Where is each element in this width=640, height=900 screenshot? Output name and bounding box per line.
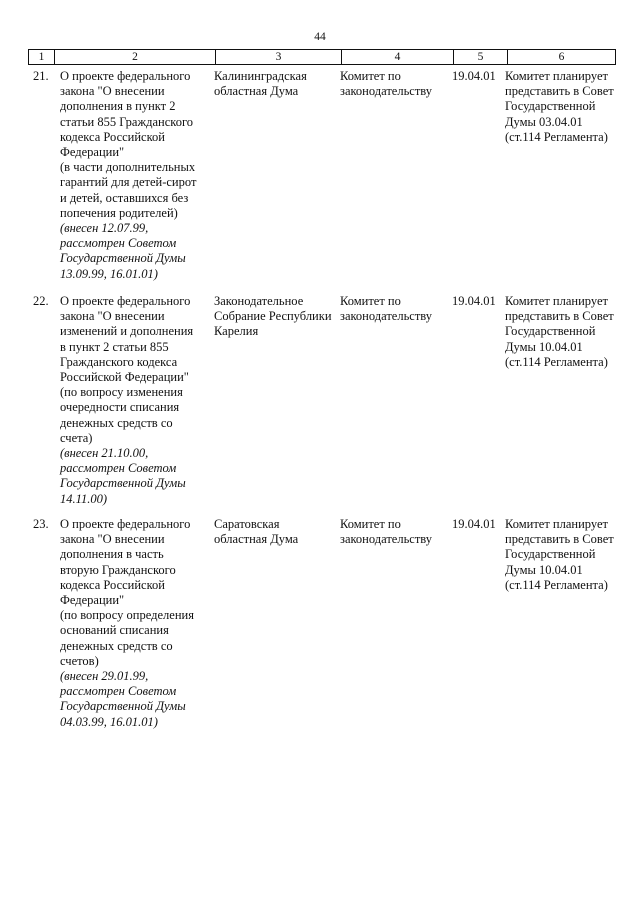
note: Комитет планирует представить в Совет Государственной Думы 10.04.01 (ст.114 Регламента)	[505, 294, 614, 369]
initiator: Законодательное Собрание Республики Карелия	[214, 294, 332, 339]
column-header: 5	[454, 50, 508, 64]
note: Комитет планирует представить в Совет Государственной Думы 03.04.01 (ст.114 Регламента)	[505, 69, 614, 144]
committee: Комитет по законодательству	[340, 517, 433, 547]
initiator: Саратовская областная Дума	[214, 517, 299, 547]
date: 19.04.01	[452, 517, 496, 531]
column-header: 4	[342, 50, 454, 64]
column-header: 2	[55, 50, 216, 64]
bill-history: (внесен 12.07.99, рассмотрен Советом Государственной Думы 13.09.99, 16.01.01)	[60, 221, 186, 281]
bill-history: (внесен 29.01.99, рассмотрен Советом Государственной Думы 04.03.99, 16.01.01)	[60, 669, 186, 729]
column-header: 3	[216, 50, 342, 64]
table-header	[28, 49, 616, 65]
committee: Комитет по законодательству	[340, 69, 433, 99]
column-header: 6	[558, 51, 565, 63]
page-number: 44	[314, 31, 326, 43]
initiator: Калининградская областная Дума	[214, 69, 307, 99]
committee: Комитет по законодательству	[340, 294, 433, 324]
date: 19.04.01	[452, 294, 496, 308]
bill-title: О проекте федерального закона "О внесении изменений и дополнения в пункт 2 статьи 855 Гражданского кодекса Российской Федерации" (по вопросу изменения очередности списания денежных средств со счета) (внесен 21.10.00, рассмотрен Советом Государственной Думы 14.11.00)	[60, 294, 194, 506]
bill-title: О проекте федерального закона "О внесении дополнения в пункт 2 статьи 855 Гражданского кодекса Российской Федерации" (в части дополнительных гарантий для детей-сирот и детей, оставшихся без попечения родителей) (внесен 12.07.99, рассмотрен Советом Государственной Думы 13.09.99, 16.01.01)	[60, 69, 197, 281]
row-number: 21.	[33, 69, 49, 83]
row-number: 22.	[33, 294, 49, 308]
bill-title: О проекте федерального закона "О внесении дополнения в часть вторую Гражданского кодекса Российской Федерации" (по вопросу определения оснований списания денежных средств со счетов) (внесен 29.01.99, рассмотрен Советом Государственной Думы 04.03.99, 16.01.01)	[60, 517, 194, 729]
note: Комитет планирует представить в Совет Государственной Думы 10.04.01 (ст.114 Регламента)	[505, 517, 614, 592]
column-header: 1	[29, 50, 55, 64]
row-number: 23.	[33, 517, 49, 531]
date: 19.04.01	[452, 69, 496, 83]
bill-history: (внесен 21.10.00, рассмотрен Советом Государственной Думы 14.11.00)	[60, 446, 186, 506]
